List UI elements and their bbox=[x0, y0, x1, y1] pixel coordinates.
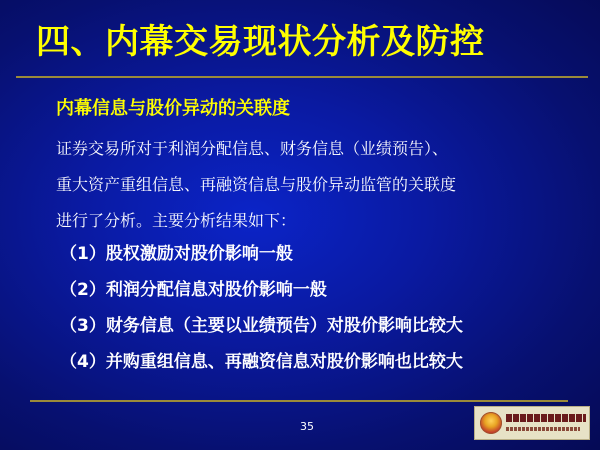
paragraph-line: 重大资产重组信息、再融资信息与股价异动监管的关联度 bbox=[56, 175, 457, 194]
slide-title: 四、内幕交易现状分析及防控 bbox=[36, 22, 485, 62]
emblem-icon bbox=[480, 412, 502, 434]
title-divider bbox=[16, 76, 588, 78]
findings-list bbox=[60, 236, 463, 380]
paragraph-line: 证券交易所对于利润分配信息、财务信息（业绩预告）、 bbox=[56, 139, 449, 158]
finding-item: （2）利润分配信息对股价影响一般 bbox=[60, 280, 327, 300]
finding-item: （3）财务信息（主要以业绩预告）对股价影响比较大 bbox=[60, 316, 463, 336]
regulator-logo bbox=[474, 406, 590, 440]
finding-item: （4）并购重组信息、再融资信息对股价影响也比较大 bbox=[60, 352, 463, 372]
footer-divider bbox=[30, 400, 568, 402]
finding-item: （1）股权激励对股价影响一般 bbox=[60, 244, 293, 264]
logo-wordmark-sub bbox=[506, 427, 580, 431]
section-subtitle: 内幕信息与股价异动的关联度 bbox=[56, 98, 290, 119]
page-number: 35 bbox=[300, 420, 314, 433]
intro-paragraph bbox=[56, 131, 566, 239]
paragraph-line: 进行了分析。主要分析结果如下： bbox=[56, 211, 297, 230]
logo-wordmark bbox=[506, 414, 586, 422]
